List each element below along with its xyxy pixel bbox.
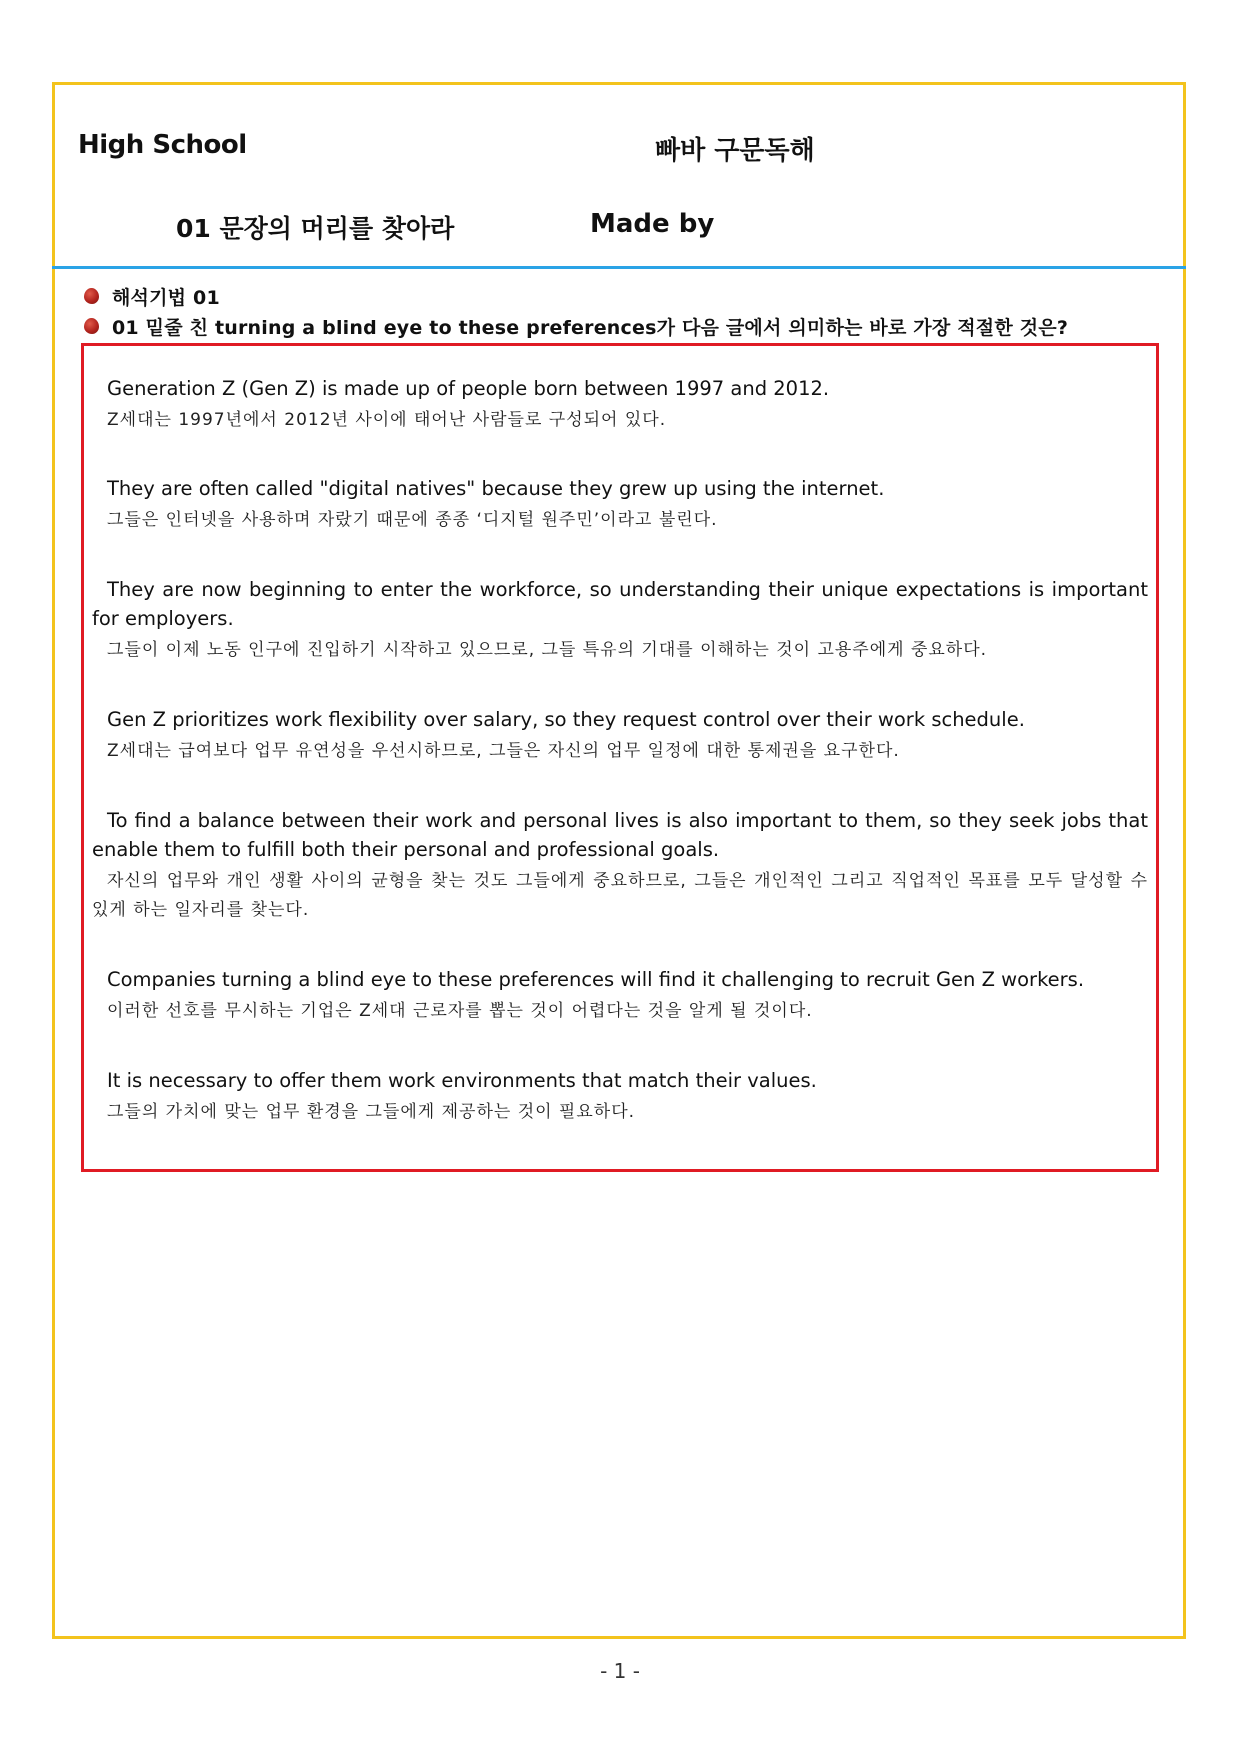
header-divider (52, 266, 1186, 269)
sentence-pair (92, 374, 1148, 435)
technique-heading (84, 283, 220, 309)
english-sentence: They are now beginning to enter the workforce, so understanding their unique expectations is important for employers. (92, 578, 1148, 630)
korean-translation: 그들의 가치에 맞는 업무 환경을 그들에게 제공하는 것이 필요하다. (107, 1102, 636, 1122)
sentence-pair (92, 965, 1148, 1026)
korean-translation: 그들은 인터넷을 사용하며 자랐기 때문에 종종 ‘디지털 원주민’이라고 불린다. (107, 510, 718, 530)
sentence-pair (92, 474, 1148, 535)
technique-heading-text: 해석기법 01 (112, 286, 220, 309)
page-number: - 1 - (600, 1659, 640, 1683)
sentence-pair (92, 806, 1148, 925)
made-by-label: Made by (590, 209, 715, 239)
korean-translation: 그들이 이제 노동 인구에 진입하기 시작하고 있으므로, 그들 특유의 기대를 이해하는 것이 고용주에게 중요하다. (107, 640, 988, 660)
strawberry-bullet-icon (84, 318, 99, 334)
question-prompt (84, 313, 1068, 339)
chapter-title: 01 문장의 머리를 찾아라 (176, 214, 455, 243)
english-sentence: They are often called "digital natives" because they grew up using the internet. (107, 477, 885, 500)
sentence-pair (92, 575, 1148, 665)
korean-translation: Z세대는 1997년에서 2012년 사이에 태어난 사람들로 구성되어 있다. (107, 410, 667, 430)
strawberry-bullet-icon (84, 288, 99, 304)
korean-translation: 자신의 업무와 개인 생활 사이의 균형을 찾는 것도 그들에게 중요하므로, 그들은 개인적인 그리고 직업적인 목표를 모두 달성할 수 있게 하는 일자리를 찾는다. (92, 871, 1148, 920)
sentence-pair (92, 705, 1148, 766)
question-prompt-text: 01 밑줄 친 turning a blind eye to these preferences가 다음 글에서 의미하는 바로 가장 적절한 것은? (112, 316, 1069, 339)
english-sentence: Gen Z prioritizes work flexibility over salary, so they request control over their work schedule. (107, 708, 1025, 731)
english-sentence: Generation Z (Gen Z) is made up of people born between 1997 and 2012. (107, 377, 830, 400)
korean-translation: 이러한 선호를 무시하는 기업은 Z세대 근로자를 뽑는 것이 어렵다는 것을 알게 될 것이다. (107, 1001, 813, 1021)
korean-translation: Z세대는 급여보다 업무 유연성을 우선시하므로, 그들은 자신의 업무 일정에 대한 통제권을 요구한다. (107, 741, 900, 761)
english-sentence: Companies turning a blind eye to these preferences will find it challenging to recruit Gen Z workers. (107, 968, 1085, 991)
book-title: 빠바 구문독해 (655, 136, 815, 166)
sentence-pair (92, 1066, 1148, 1127)
school-level-label: High School (78, 130, 247, 160)
english-sentence: It is necessary to offer them work environments that match their values. (107, 1069, 817, 1092)
english-sentence: To find a balance between their work and personal lives is also important to them, so they seek jobs that enable them to fulfill both their personal and professional goals. (92, 809, 1148, 861)
